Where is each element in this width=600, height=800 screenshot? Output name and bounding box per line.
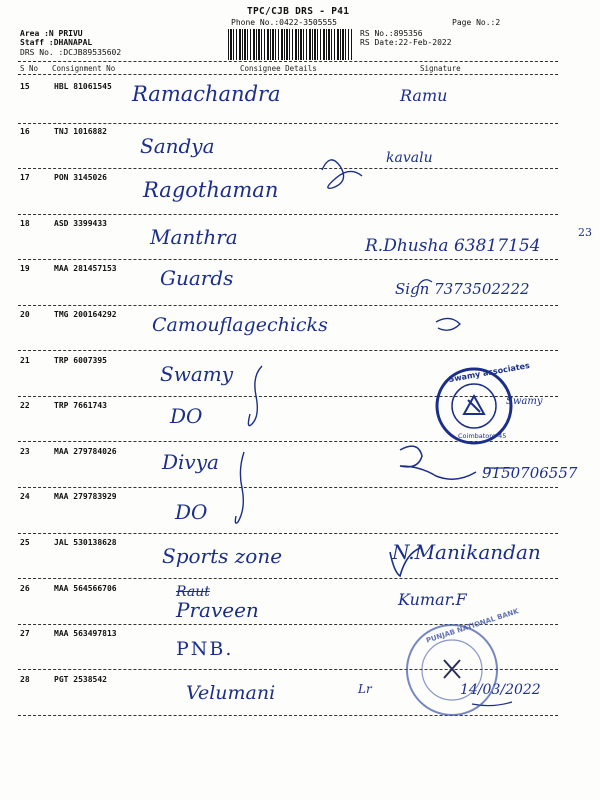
- row-25-sno: 25: [20, 538, 30, 547]
- row-21-consignee: Swamy: [160, 362, 234, 386]
- row-22-consignee: DO: [170, 404, 203, 428]
- row-15-consignment: HBL 81061545: [54, 82, 112, 91]
- row-26-consignment: MAA 564566706: [54, 584, 117, 593]
- row-23-sno: 23: [20, 447, 30, 456]
- row-18-signature-extra: 23: [578, 226, 592, 239]
- row-19-consignment: MAA 281457153: [54, 264, 117, 273]
- row-21-consignment: TRP 6007395: [54, 356, 107, 365]
- row-21-sno: 21: [20, 356, 30, 365]
- row-25-consignment: JAL 530138628: [54, 538, 117, 547]
- row-17-signature: kavalu: [386, 150, 433, 166]
- phone-number: Phone No.:0422-3505555: [231, 18, 337, 27]
- row-28-sno: 28: [20, 675, 30, 684]
- row-22-consignment: TRP 7661743: [54, 401, 107, 410]
- rs-date: RS Date:22-Feb-2022: [360, 38, 452, 47]
- row-23-signature: 9150706557: [482, 464, 578, 482]
- row-24-sno: 24: [20, 492, 30, 501]
- row-25-signature: N.Manikandan: [392, 540, 541, 564]
- swamy-stamp-sub: Coimbatore-45: [458, 432, 507, 440]
- sheet-title: TPC/CJB DRS - P41: [247, 6, 350, 17]
- row-15-signature: Ramu: [400, 86, 448, 105]
- col-consignee-details: Consignee Details: [240, 64, 317, 73]
- row-19-signature: Sign 7373502222: [395, 280, 530, 298]
- row-16-consignment: TNJ 1016882: [54, 127, 107, 136]
- row-20-sno: 20: [20, 310, 30, 319]
- row-27-consignment: MAA 563497813: [54, 629, 117, 638]
- row-19-sno: 19: [20, 264, 30, 273]
- row-17-consignee: Ragothaman: [143, 178, 279, 202]
- row-22-signature: Swamy: [506, 396, 543, 407]
- page-number: Page No.:2: [452, 18, 501, 27]
- row-25-consignee: Sports zone: [162, 544, 283, 568]
- row-28-consignment: PGT 2538542: [54, 675, 107, 684]
- row-26-consignee: Praveen: [176, 598, 259, 622]
- row-28-signature: 14/03/2022: [460, 682, 541, 698]
- row-20-consignment: TMG 200164292: [54, 310, 117, 319]
- col-sno: S No: [20, 64, 39, 73]
- row-28-initial: Lr: [358, 682, 372, 696]
- row-26-signature: Kumar.F: [398, 590, 467, 609]
- row-17-consignment: PON 3145026: [54, 173, 107, 182]
- row-20-consignee: Camouflagechicks: [152, 314, 328, 336]
- row-28-consignee: Velumani: [186, 682, 276, 704]
- row-15-consignee: Ramachandra: [132, 82, 281, 106]
- col-consignment: Consignment No: [52, 64, 116, 73]
- row-24-consignment: MAA 279783929: [54, 492, 117, 501]
- row-26-sno: 26: [20, 584, 30, 593]
- rs-number: RS No.:895356: [360, 29, 423, 38]
- swamy-stamp-text: Swamy associates: [447, 360, 531, 385]
- row-16-consignee: Sandya: [140, 134, 215, 158]
- row-18-consignment: ASD 3399433: [54, 219, 107, 228]
- row-18-consignee: Manthra: [150, 225, 238, 249]
- row-23-consignment: MAA 279784026: [54, 447, 117, 456]
- row-27-consignee: PNB.: [176, 638, 234, 660]
- row-19-consignee: Guards: [160, 266, 234, 290]
- row-15-sno: 15: [20, 82, 30, 91]
- row-18-sno: 18: [20, 219, 30, 228]
- row-17-sno: 17: [20, 173, 30, 182]
- row-23-consignee: Divya: [162, 450, 219, 474]
- staff-label: Staff :DHANAPAL: [20, 38, 93, 47]
- row-24-consignee: DO: [175, 500, 208, 524]
- row-27-sno: 27: [20, 629, 30, 638]
- row-22-sno: 22: [20, 401, 30, 410]
- row-18-signature: R.Dhusha 63817154: [365, 236, 541, 256]
- col-signature: Signature: [420, 64, 461, 73]
- row-16-sno: 16: [20, 127, 30, 136]
- drs-number: DRS No. :DCJB89535602: [20, 48, 122, 57]
- bank-stamp-text: PUNJAB NATIONAL BANK: [425, 607, 520, 645]
- row-26-struck-name: Raut: [176, 584, 210, 600]
- area-label: Area :N PRIVU: [20, 29, 83, 38]
